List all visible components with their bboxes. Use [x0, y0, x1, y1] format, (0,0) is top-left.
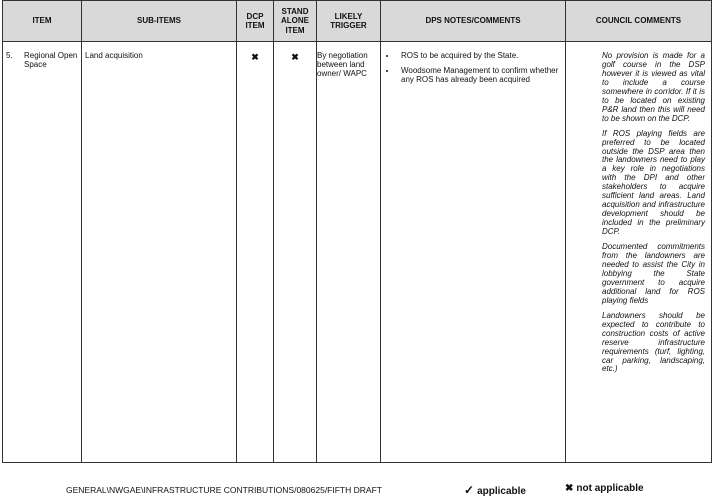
council-comment: If ROS playing fields are preferred to be located outside the DSP area then the landowners need to play a key role in negotiations with the DPI and other stakeholders to acquire sufficient land areas. Land acquisition and infrastructure development should be included in the preliminary DCP.: [602, 128, 705, 237]
cross-icon: ✖: [565, 483, 574, 494]
sub-item-cell: Land acquisition: [82, 49, 237, 463]
item-name: Regional Open Space: [24, 51, 78, 69]
item-number: 5.: [6, 51, 13, 60]
header-sub-items: SUB-ITEMS: [82, 1, 237, 42]
infrastructure-table-page: [2, 0, 711, 470]
item-cell: [3, 49, 82, 463]
footer-path: GENERAL\NWGAE\INFRASTRUCTURE CONTRIBUTIONS/080625/FIFTH DRAFT: [66, 485, 382, 495]
header-council-comments: COUNCIL COMMENTS: [566, 1, 712, 42]
table-row: [3, 49, 712, 463]
council-comment: Landowners should be expected to contribute to construction costs of active reserve infrastructure requirements (turf, lighting, car parking, landscaping, etc.): [602, 310, 705, 374]
check-icon: ✓: [464, 483, 475, 497]
list-item: • Woodsome Management to confirm whether any ROS has already been acquired: [397, 67, 562, 85]
header-stand-alone-item: STAND ALONE ITEM: [274, 1, 317, 42]
header-dps-notes: DPS NOTES/COMMENTS: [381, 1, 566, 42]
infrastructure-table: [2, 0, 712, 463]
header-dcp-item: DCP ITEM: [237, 1, 274, 42]
trigger-cell: By negotiation between land owner/ WAPC: [317, 49, 381, 463]
council-comment: No provision is made for a golf course in the DSP however it is viewed as vital to include a course somewhere in corridor. If it is to be located on existing P&R land then this will need to be shown on the DCP.: [602, 51, 705, 123]
legend-applicable: [464, 483, 526, 497]
legend-not-applicable: [565, 483, 644, 494]
spacer-row: [3, 42, 712, 50]
list-item: • ROS to be acquired by the State.: [397, 52, 562, 61]
stand-alone-not-applicable-icon: ✖: [274, 49, 317, 463]
header-item: ITEM: [3, 1, 82, 42]
council-comment: Documented commitments from the landowners are needed to assist the City in lobbying the State government to acquire additional land for ROS playing fields: [602, 242, 705, 305]
council-comments-cell: [566, 49, 712, 463]
dps-notes-list: [384, 52, 562, 85]
dps-notes-cell: [381, 49, 566, 463]
header-row: [3, 1, 712, 42]
legend-applicable-label: applicable: [477, 486, 526, 497]
dcp-not-applicable-icon: ✖: [237, 49, 274, 463]
header-likely-trigger: LIKELY TRIGGER: [317, 1, 381, 42]
legend-not-applicable-label: not applicable: [576, 483, 644, 494]
